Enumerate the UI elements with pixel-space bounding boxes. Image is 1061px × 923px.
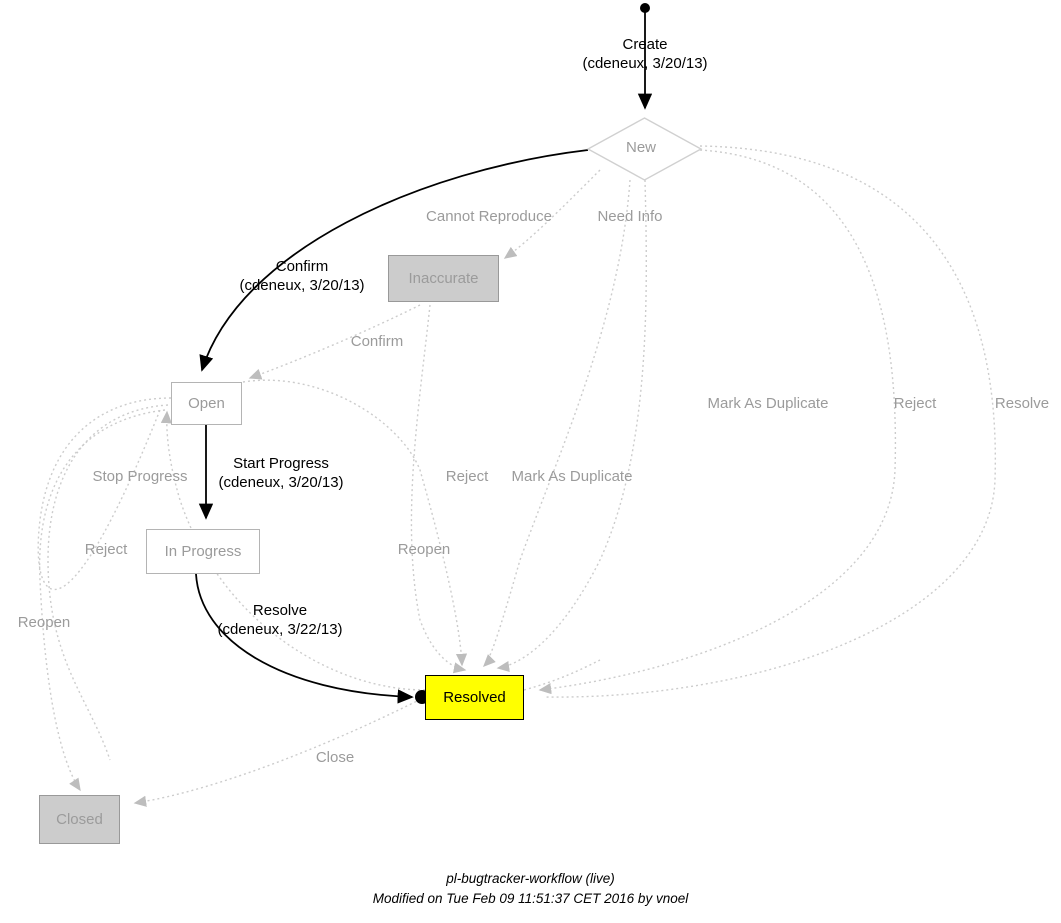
edge-label-mark-as-duplicate-middle: Mark As Duplicate [511, 468, 633, 485]
diagram-title: pl-bugtracker-workflow (live) [446, 871, 615, 886]
node-inaccurate-label: Inaccurate [408, 270, 479, 287]
edge-label-create: Create (cdeneux, 3/20/13) [582, 36, 708, 72]
diagram-modified-info: Modified on Tue Feb 09 11:51:37 CET 2016 by vnoel [372, 891, 689, 906]
node-inaccurate[interactable] [388, 255, 499, 302]
edge-label-reject-middle: Reject [445, 468, 489, 485]
node-resolved-label: Resolved [443, 689, 506, 706]
edge-label-reopen-left: Reopen [17, 614, 71, 631]
edge-label-resolve-right: Resolve [994, 395, 1050, 412]
node-in-progress-label: In Progress [164, 543, 242, 560]
edge-label-confirm-active: Confirm (cdeneux, 3/20/13) [239, 258, 365, 294]
node-closed-label: Closed [56, 811, 103, 828]
edge-label-confirm-dim: Confirm [350, 333, 404, 350]
node-new-label[interactable]: New [626, 139, 657, 156]
node-in-progress[interactable] [146, 529, 260, 574]
edge-label-reopen-middle: Reopen [397, 541, 451, 558]
edge-label-reject-left: Reject [84, 541, 128, 558]
edge-label-close: Close [315, 749, 355, 766]
edge-label-cannot-reproduce: Cannot Reproduce [426, 208, 552, 225]
edge-label-mark-as-duplicate-right: Mark As Duplicate [707, 395, 829, 412]
node-resolved[interactable] [425, 675, 524, 720]
node-closed[interactable] [39, 795, 120, 844]
edge-label-resolve-active: Resolve (cdeneux, 3/22/13) [217, 602, 343, 638]
node-open-label: Open [188, 395, 225, 412]
edge-label-need-info: Need Info [597, 208, 663, 225]
edge-label-reject-right: Reject [893, 395, 937, 412]
edge-label-stop-progress: Stop Progress [92, 468, 188, 485]
edge-label-start-progress: Start Progress (cdeneux, 3/20/13) [218, 455, 344, 491]
node-open[interactable] [171, 382, 242, 425]
